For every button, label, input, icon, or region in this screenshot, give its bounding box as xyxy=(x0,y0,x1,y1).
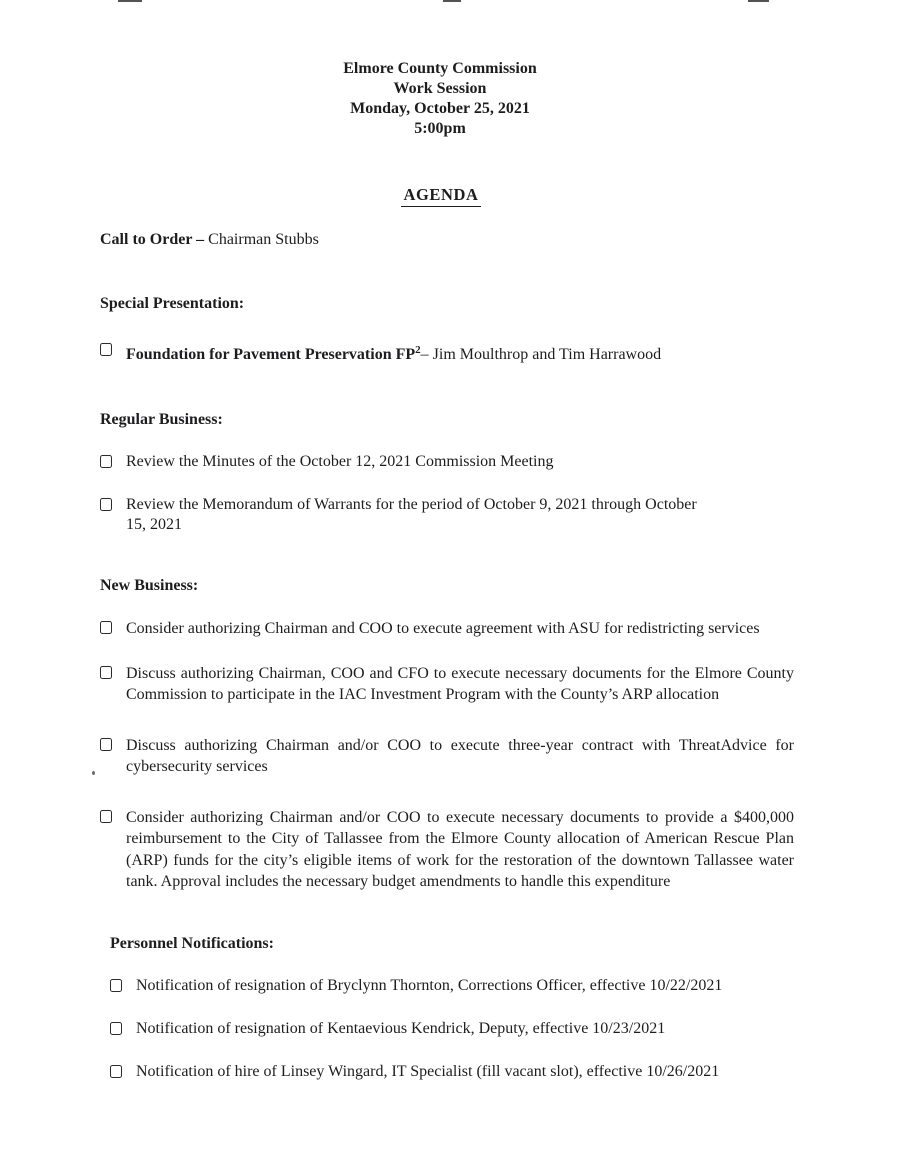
section-heading-personnel-notifications: Personnel Notifications: xyxy=(110,934,274,952)
title-organization: Elmore County Commission xyxy=(343,60,537,77)
scan-artifact-mark xyxy=(748,0,769,2)
title-date: Monday, October 25, 2021 xyxy=(350,100,530,117)
agenda-item-special-presentation xyxy=(100,340,794,365)
checkbox-icon xyxy=(100,621,112,634)
checkbox-icon xyxy=(110,979,122,992)
call-to-order-separator: – xyxy=(192,231,209,248)
agenda-item-tallassee-reimbursement xyxy=(100,807,794,893)
agenda-item-text: Consider authorizing Chairman and COO to execute agreement with ASU for redistricting services xyxy=(126,620,760,637)
agenda-item-text: Discuss authorizing Chairman and/or COO to execute three-year contract with ThreatAdvice for cybersecurity services xyxy=(126,736,794,775)
title-time: 5:00pm xyxy=(414,120,466,137)
agenda-item-minutes-review xyxy=(100,452,794,472)
call-to-order-label: Call to Order xyxy=(100,231,193,248)
checkbox-icon xyxy=(100,455,112,468)
scan-artifact-mark xyxy=(118,0,142,2)
agenda-item-text: Consider authorizing Chairman and/or COO to execute necessary documents to provide a $400,000 reimbursement to the City of Tallassee from the Elmore County allocation of American Rescue Plan (ARP) funds for the city’s eligible items of work for the restoration of the downtown Tallassee water tank. Approval includes the necessary budget amendments to handle this expenditure xyxy=(126,808,794,890)
agenda-heading: AGENDA xyxy=(401,185,480,207)
agenda-item-text: Review the Memorandum of Warrants for the period of October 9, 2021 through October 15, 2021 xyxy=(126,496,697,533)
title-meeting-type: Work Session xyxy=(393,80,487,97)
checkbox-icon xyxy=(110,1065,122,1078)
agenda-item-text: Notification of resignation of Kentaevious Kendrick, Deputy, effective 10/23/2021 xyxy=(136,1019,666,1037)
agenda-item-text: Notification of hire of Linsey Wingard, IT Specialist (fill vacant slot), effective 10/26/2021 xyxy=(136,1062,720,1080)
agenda-item-text: Discuss authorizing Chairman, COO and CFO to execute necessary documents for the Elmore County Commission to participate in the IAC Investment Program with the County’s ARP allocation xyxy=(126,664,794,703)
scan-artifact-dot xyxy=(92,771,95,775)
call-to-order-value: Chairman Stubbs xyxy=(208,231,319,248)
agenda-item-asu-redistricting xyxy=(100,618,794,640)
checkbox-icon xyxy=(100,666,112,679)
checkbox-icon xyxy=(100,498,112,511)
agenda-item-hire-wingard xyxy=(100,1062,794,1082)
agenda-item-threatadvice-contract xyxy=(100,735,794,778)
agenda-item-warrants-review xyxy=(100,495,794,535)
section-heading-special-presentation: Special Presentation: xyxy=(100,295,245,312)
agenda-item-resignation-thornton xyxy=(100,976,794,996)
agenda-item-text: Review the Minutes of the October 12, 2021 Commission Meeting xyxy=(126,453,554,470)
checkbox-icon xyxy=(100,343,112,356)
superscript-2: 2 xyxy=(415,344,421,356)
agenda-heading-row xyxy=(0,185,882,207)
section-heading-new-business: New Business: xyxy=(100,577,199,594)
agenda-item-resignation-kendrick xyxy=(100,1019,794,1039)
agenda-item-iac-investment xyxy=(100,663,794,706)
checkbox-icon xyxy=(110,1022,122,1035)
scan-artifact-mark xyxy=(443,0,461,2)
checkbox-icon xyxy=(100,810,112,823)
document-title-block xyxy=(0,0,880,139)
agenda-item-text: Notification of resignation of Bryclynn Thornton, Corrections Officer, effective 10/22/2021 xyxy=(136,976,723,994)
checkbox-icon xyxy=(100,738,112,751)
call-to-order-line xyxy=(100,231,794,249)
agenda-item-text: Foundation for Pavement Preservation $FP^2-$ Jim Moulthrop and Tim Harrawood xyxy=(126,344,662,363)
section-heading-regular-business: Regular Business: xyxy=(100,411,223,428)
